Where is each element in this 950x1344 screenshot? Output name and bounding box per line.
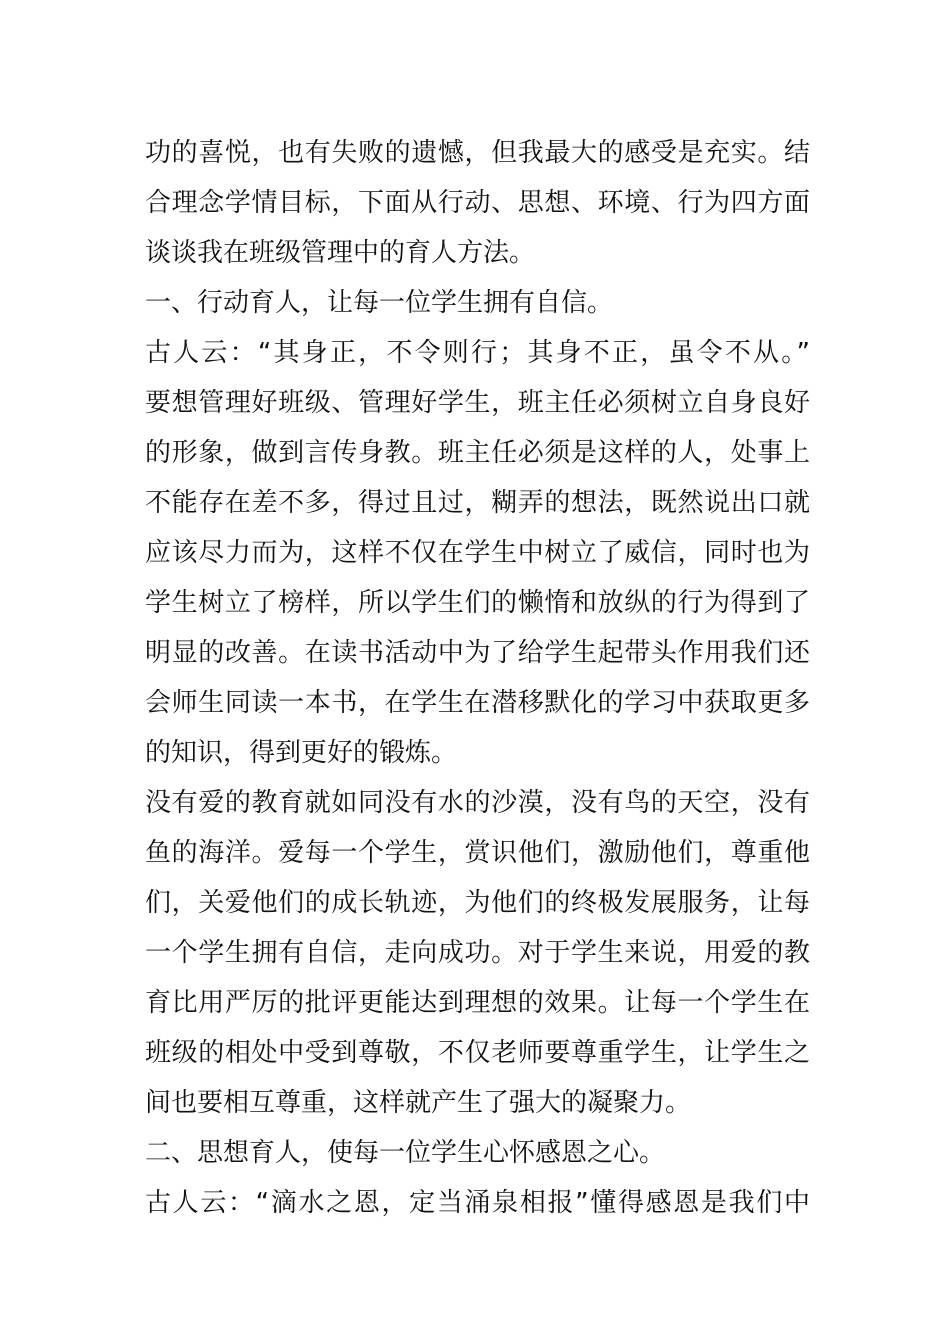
text-line-19: 班级的相处中受到尊敬，不仅老师要尊重学生，让学生之 (145, 1038, 810, 1068)
text-line-16: 们，关爱他们的成长轨迹，为他们的终极发展服务，让每 (145, 888, 810, 918)
text-line-1: 功的喜悦，也有失败的遗憾，但我最大的感受是充实。结 (145, 138, 810, 168)
text-line-22: 古人云：“滴水之恩，定当涌泉相报”懂得感恩是我们中 (145, 1188, 810, 1218)
text-line-9: 应该尽力而为，这样不仅在学生中树立了威信，同时也为 (145, 538, 810, 568)
text-line-10: 学生树立了榜样，所以学生们的懒惰和放纵的行为得到了 (145, 588, 810, 618)
text-line-18: 育比用严厉的批评更能达到理想的效果。让每一个学生在 (145, 988, 810, 1018)
text-line-11: 明显的改善。在读书活动中为了给学生起带头作用我们还 (145, 638, 810, 668)
text-line-14: 没有爱的教育就如同没有水的沙漠，没有鸟的天空，没有 (145, 788, 810, 818)
section-heading-2: 二、思想育人，使每一位学生心怀感恩之心。 (145, 1138, 666, 1168)
text-line-7: 的形象，做到言传身教。班主任必须是这样的人，处事上 (145, 438, 810, 468)
text-line-12: 会师生同读一本书，在学生在潜移默化的学习中获取更多 (145, 688, 810, 718)
text-line-15: 鱼的海洋。爱每一个学生，赏识他们，激励他们，尊重他 (145, 838, 810, 868)
text-line-20: 间也要相互尊重，这样就产生了强大的凝聚力。 (145, 1088, 692, 1118)
text-line-2: 合理念学情目标，下面从行动、思想、环境、行为四方面 (145, 188, 810, 218)
body-text (145, 128, 810, 1228)
text-line-6: 要想管理好班级、管理好学生，班主任必须树立自身良好 (145, 388, 810, 418)
section-heading-1: 一、行动育人，让每一位学生拥有自信。 (145, 288, 614, 318)
text-line-3: 谈谈我在班级管理中的育人方法。 (145, 238, 536, 268)
text-line-13: 的知识，得到更好的锻炼。 (145, 738, 458, 768)
text-line-5: 古人云：“其身正，不令则行；其身不正，虽令不从。” (145, 338, 810, 368)
text-line-8: 不能存在差不多，得过且过，糊弄的想法，既然说出口就 (145, 488, 810, 518)
text-line-17: 一个学生拥有自信，走向成功。对于学生来说，用爱的教 (145, 938, 810, 968)
